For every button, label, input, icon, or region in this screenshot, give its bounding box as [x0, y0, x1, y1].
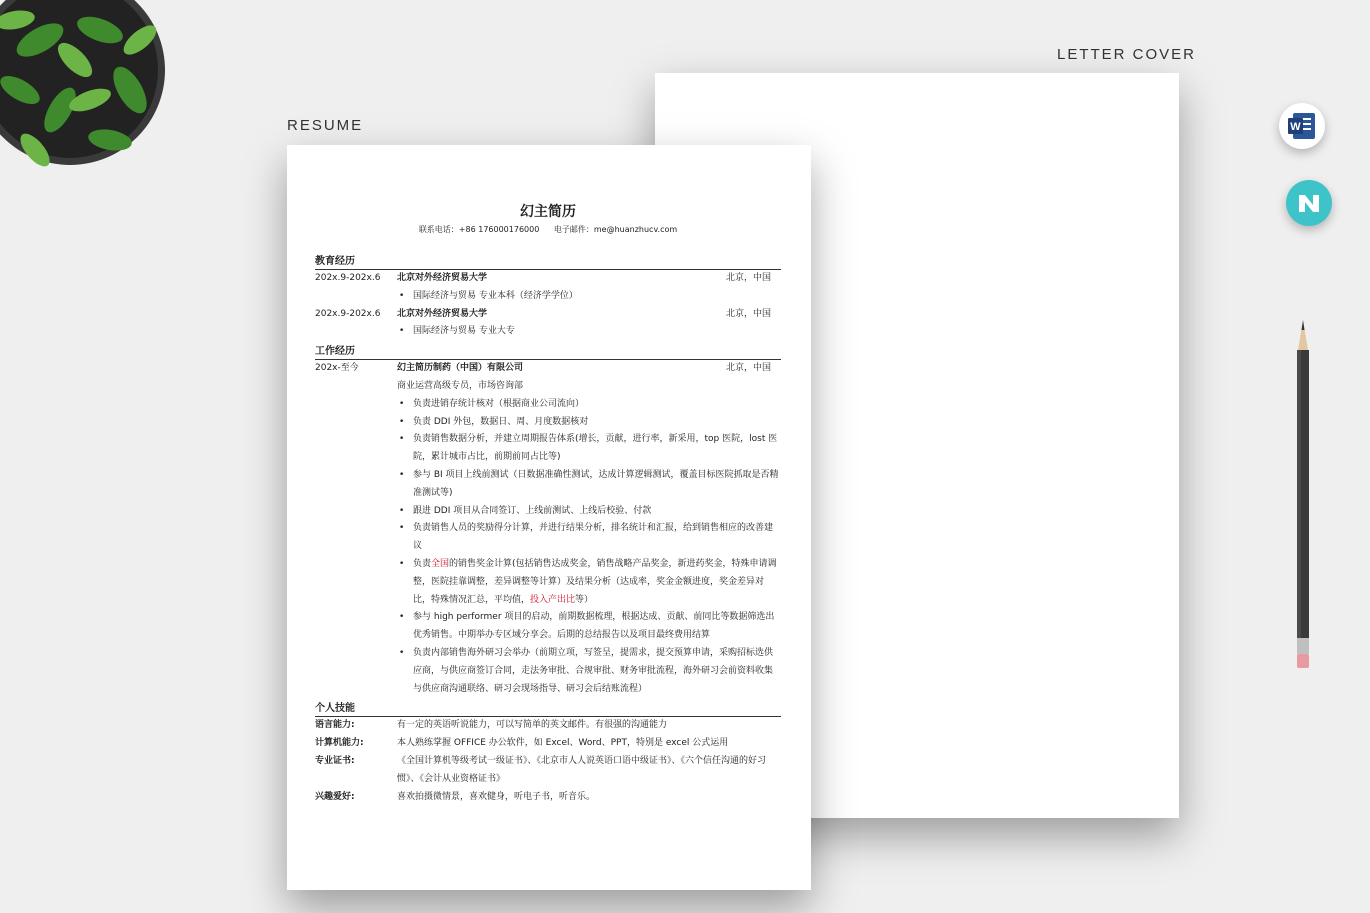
bullet-text: 负责	[413, 558, 432, 569]
entry-school: 北京对外经济贸易大学	[397, 273, 488, 283]
pencil-icon	[1288, 320, 1318, 680]
work-location: 北京，中国	[726, 363, 772, 374]
contact-phone: 联系电话：+86 176000176000	[418, 225, 540, 234]
skills-heading: 个人技能	[315, 700, 781, 717]
skill-row	[315, 735, 781, 753]
work-bullet: • 参与 high performer 项目的启动，前期数据梳理，根据达成、贡献、前同比等数据筛选出优秀销售。中期举办专区域分享会。后期的总结报告以及项目最终费用结算	[397, 609, 781, 645]
work-entry	[315, 360, 781, 378]
work-heading: 工作经历	[315, 343, 781, 360]
bullet-text: 等）	[575, 594, 594, 605]
entry-date: 202x.9-202x.6	[315, 273, 381, 283]
education-entry	[315, 306, 781, 324]
work-bullet: • 负责 DDI 外包，数据日、周、月度数据核对	[397, 414, 781, 432]
skill-value: 喜欢拍摄微情景，喜欢健身，听电子书，听音乐。	[397, 791, 596, 802]
highlight-text: 全国	[431, 558, 450, 569]
skill-value: 《全国计算机等级考试一级证书》、《北京市人人说英语口语中级证书》、《六个信任沟通的好习惯》、《会计从业资格证书》	[397, 755, 767, 784]
skill-value: 本人熟练掌握 OFFICE 办公软件，如 Excel、Word、PPT，特别是 excel 公式运用	[397, 738, 729, 749]
n-app-icon[interactable]	[1286, 180, 1332, 226]
svg-text:W: W	[1290, 121, 1301, 133]
education-heading: 教育经历	[315, 253, 781, 270]
skill-key: 计算机能力:	[315, 738, 364, 749]
resume-page	[287, 145, 811, 890]
skill-key: 兴趣爱好:	[315, 791, 355, 802]
skill-row	[315, 753, 781, 789]
work-bullet: • 跟进 DDI 项目从合同签订、上线前测试、上线后校验、付款	[397, 503, 781, 521]
skill-key: 专业证书:	[315, 755, 355, 766]
education-entry	[315, 270, 781, 288]
skill-key: 语言能力:	[315, 720, 355, 731]
work-bullet: • 负责内部销售海外研习会举办（前期立项，写签呈，提需求，提交预算申请，采购招标选供应商，与供应商签订合同，走法务审批、合规审批、财务审批流程，海外研习会前资料收集与供应商沟通联络、研习会现场指导、研习会后结账流程）	[397, 645, 781, 698]
skill-value: 有一定的英语听说能力，可以写简单的英文邮件。有很强的沟通能力	[397, 720, 668, 731]
skill-row	[315, 717, 781, 735]
contact-line	[315, 223, 781, 237]
work-role: 商业运营高级专员，市场咨询部	[397, 380, 524, 391]
highlight-text: 投入产出比	[530, 594, 576, 605]
letter-cover-label: LETTER COVER	[1057, 46, 1197, 63]
skill-row	[315, 789, 781, 807]
plant-icon	[0, 0, 200, 200]
resume-document	[315, 201, 781, 806]
work-bullet: • 参与 BI 项目上线前测试（日数据准确性测试，达成计算逻辑测试，覆盖目标医院抓取是否精准测试等)	[397, 467, 781, 503]
resume-label: RESUME	[287, 117, 364, 134]
entry-detail: • 国际经济与贸易 专业本科（经济学学位）	[397, 288, 781, 306]
entry-date: 202x.9-202x.6	[315, 308, 381, 319]
word-icon[interactable]	[1279, 103, 1325, 149]
work-bullet	[397, 556, 781, 609]
entry-detail: • 国际经济与贸易 专业大专	[397, 323, 781, 341]
work-bullet: • 负责销售人员的奖励得分计算，并进行结果分析，排名统计和汇报，给到销售相应的改善建议	[397, 520, 781, 556]
work-date: 202x-至今	[315, 363, 359, 374]
entry-location: 北京，中国	[726, 308, 772, 319]
work-bullet: • 负责销售数据分析，并建立周期报告体系(增长，贡献，进行率，新采用，top 医院，lost 医院，累计城市占比，前期前同占比等)	[397, 431, 781, 467]
bullet-text: 的销售奖金计算(包括销售达成奖金，销售战略产品奖金，新进药奖金，特殊申请调整，医院挂靠调整，差异调整等计算）及结果分析（达成率，奖金金额进度，奖金差异对比，特殊情况汇总，平均值，	[413, 558, 777, 605]
document-title: 幻主简历	[520, 204, 576, 220]
work-bullet: • 负责进销存统计核对（根据商业公司流向）	[397, 396, 781, 414]
entry-school: 北京对外经济贸易大学	[397, 308, 488, 319]
work-company: 幻主简历制药（中国）有限公司	[397, 363, 524, 374]
contact-email: 电子邮件：me@huanzhucv.com	[553, 225, 678, 234]
entry-location: 北京，中国	[726, 273, 772, 283]
